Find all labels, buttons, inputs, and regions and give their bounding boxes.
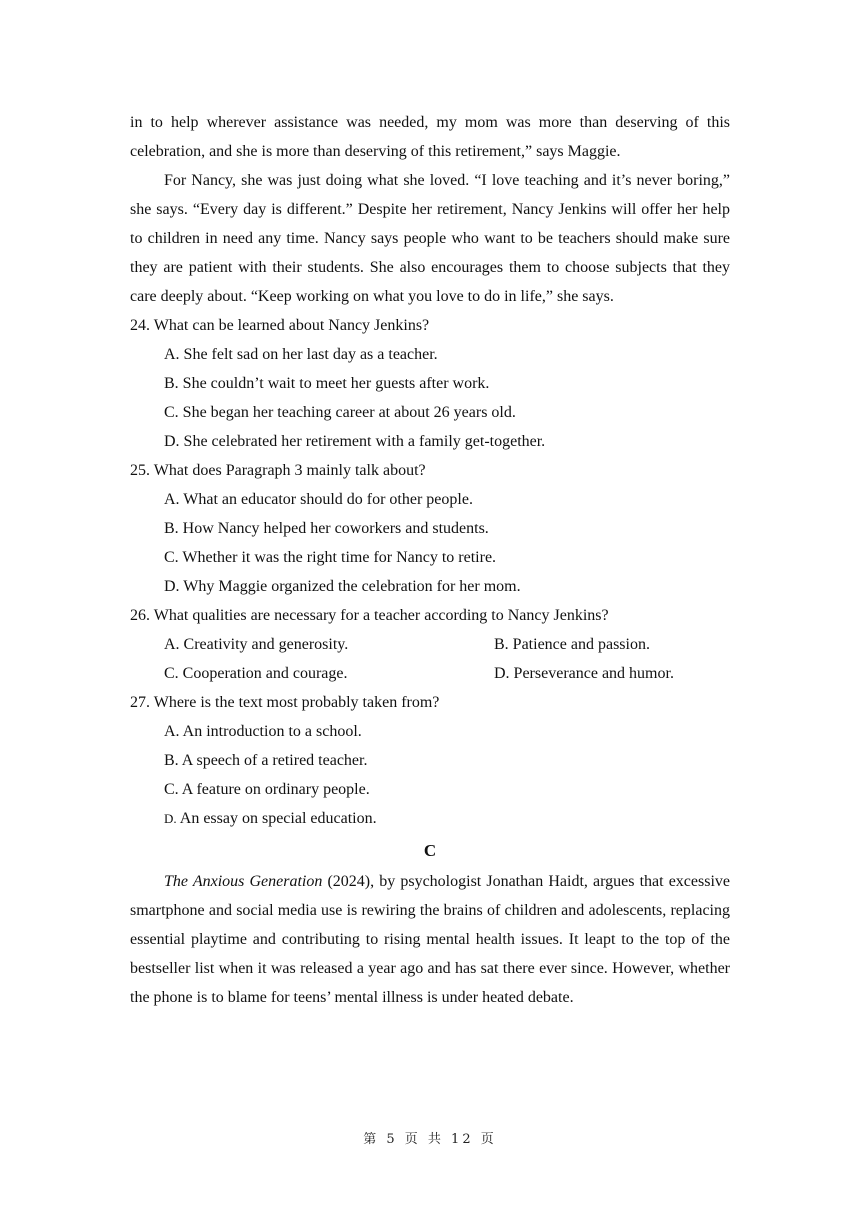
paragraph-continuation: in to help wherever assistance was needed, my mom was more than deserving of this celebration, and she is more than deserving of this retirement,” says Maggie.: [130, 114, 730, 160]
option-26-d[interactable]: D. Perseverance and humor.: [494, 665, 674, 682]
paragraph-text: (2024), by psychologist Jonathan Haidt, argues that excessive smartphone and social media use is rewiring the brains of children and adolescents, replacing essential playtime and contributing to rising mental health issues. It leapt to the top of the bestseller list when it was released a year ago and has sat there ever since. However, whether the phone is to blame for teens’ mental illness is under heated debate.: [130, 873, 730, 1006]
option-26-a[interactable]: A. Creativity and generosity.: [164, 636, 349, 653]
question-24: 24. What can be learned about Nancy Jenkins?: [130, 317, 430, 334]
option-27-b[interactable]: B. A speech of a retired teacher.: [164, 752, 368, 769]
option-24-c[interactable]: C. She began her teaching career at about 26 years old.: [164, 404, 516, 421]
option-25-d[interactable]: D. Why Maggie organized the celebration for her mom.: [164, 578, 521, 595]
option-25-c[interactable]: C. Whether it was the right time for Nancy to retire.: [164, 549, 497, 566]
option-24-d[interactable]: D. She celebrated her retirement with a family get-together.: [164, 433, 546, 450]
option-25-b[interactable]: B. How Nancy helped her coworkers and students.: [164, 520, 489, 537]
book-title: The Anxious Generation: [164, 873, 323, 890]
paragraph-anxious-generation: [130, 867, 730, 1012]
option-24-a[interactable]: A. She felt sad on her last day as a teacher.: [164, 346, 438, 363]
option-26-b[interactable]: B. Patience and passion.: [494, 636, 650, 653]
option-25-a[interactable]: A. What an educator should do for other people.: [164, 491, 473, 508]
option-24-b[interactable]: B. She couldn’t wait to meet her guests after work.: [164, 375, 490, 392]
document-page: [130, 108, 730, 1012]
option-27-a[interactable]: A. An introduction to a school.: [164, 723, 362, 740]
paragraph-nancy: For Nancy, she was just doing what she loved. “I love teaching and it’s never boring,” she says. “Every day is different.” Despite her retirement, Nancy Jenkins will offer her help to children in need any time. Nancy says people who want to be teachers should make sure they are patient with their students. She also encourages them to choose subjects that they care deeply about. “Keep working on what you love to do in life,” she says.: [130, 172, 730, 305]
question-25: 25. What does Paragraph 3 mainly talk about?: [130, 462, 426, 479]
page-footer: 第 5 页 共 12 页: [363, 1132, 497, 1147]
options-26: [130, 630, 730, 688]
question-27: 27. Where is the text most probably taken from?: [130, 694, 440, 711]
option-27-d-letter: D.: [164, 811, 177, 826]
option-27-d-text: An essay on special education.: [179, 810, 377, 827]
option-27-d[interactable]: [130, 804, 730, 833]
option-26-c[interactable]: C. Cooperation and courage.: [164, 665, 348, 682]
question-26: 26. What qualities are necessary for a teacher according to Nancy Jenkins?: [130, 607, 609, 624]
option-27-c[interactable]: C. A feature on ordinary people.: [164, 781, 370, 798]
section-heading-c: C: [423, 841, 437, 860]
